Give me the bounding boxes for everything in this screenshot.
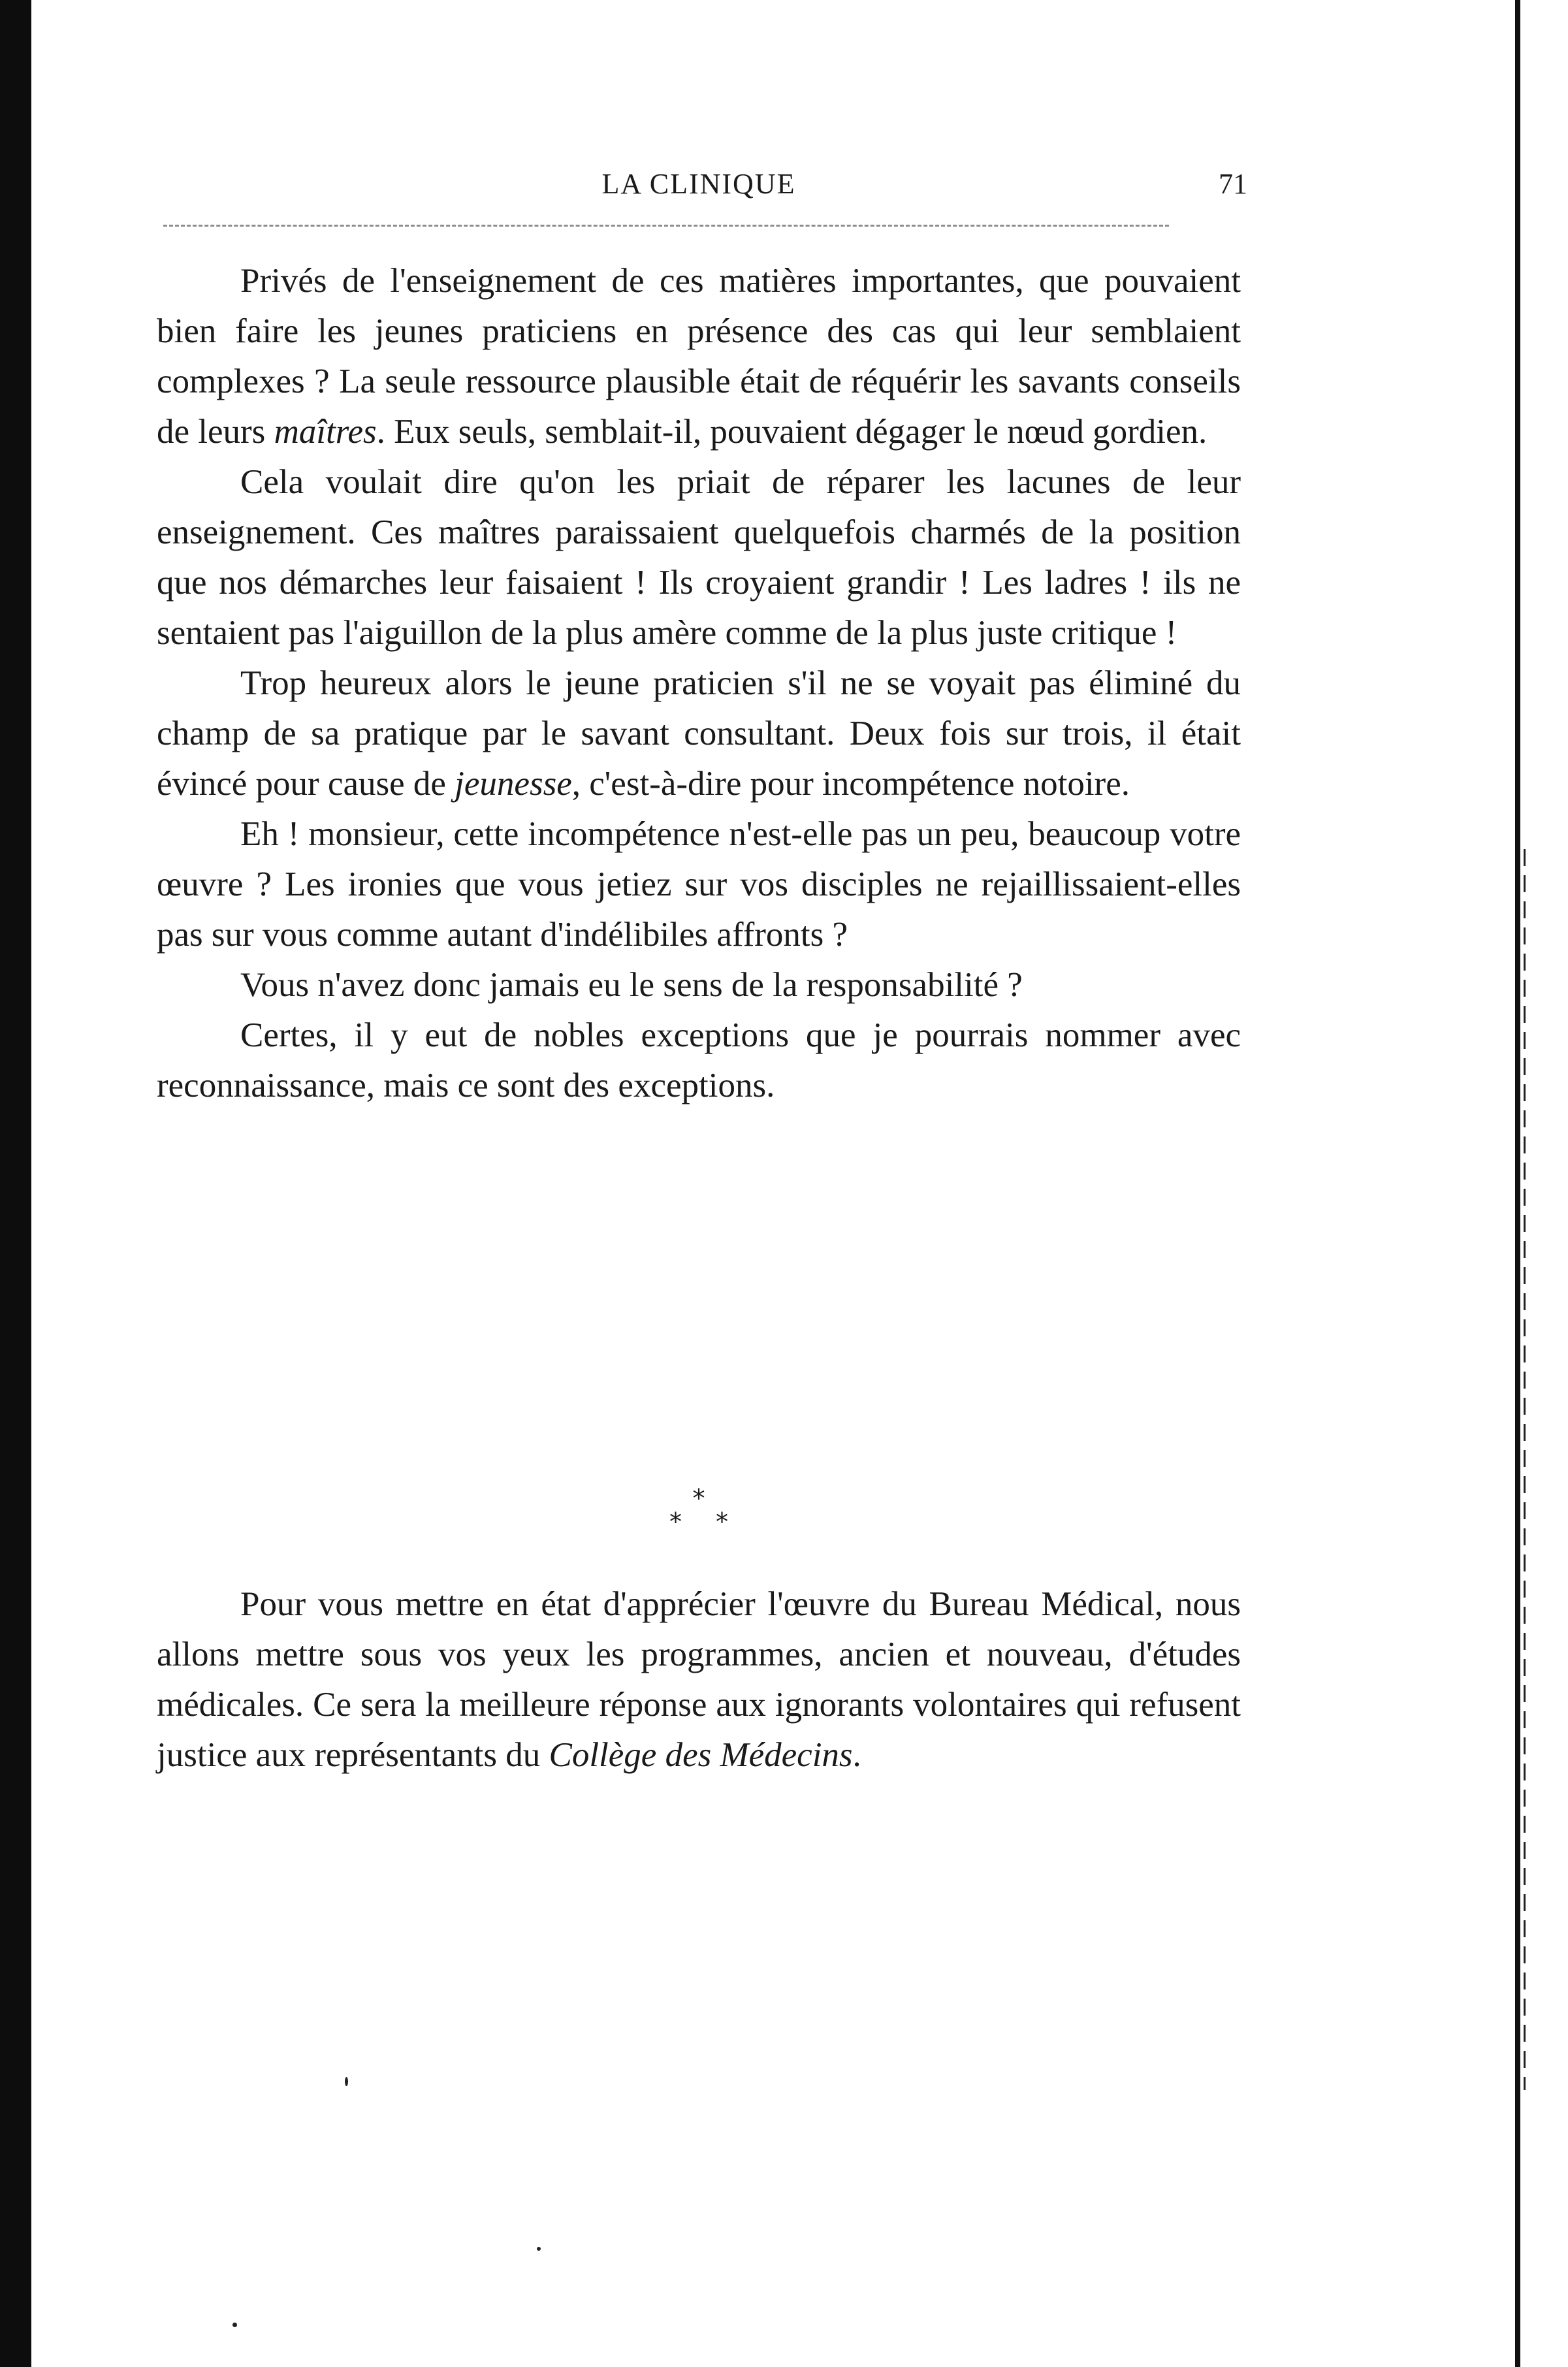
- paragraph-6: Certes, il y eut de nobles exceptions que je pourrais nommer avec reconnaissance, mais ce sont des exceptions.: [157, 1016, 1241, 1104]
- section-separator: [157, 1484, 1241, 1539]
- paragraph-4: Eh ! monsieur, cette incompétence n'est-elle pas un peu, beaucoup votre œuvre ? Les ironies que vous jetiez sur vos disciples ne rejaillissaient-elles pas sur vous comme autant d'indélibiles affronts ?: [157, 815, 1241, 954]
- paragraph-1-italic: maîtres: [274, 413, 377, 451]
- scan-speck: [232, 2323, 237, 2327]
- main-text: [157, 256, 1241, 1111]
- paragraph-7-italic: Collège des Médecins: [549, 1736, 853, 1774]
- paragraph-3-italic: jeunesse: [455, 765, 572, 803]
- paragraph-3-text: Trop heureux alors le jeune praticien s'il ne se voyait pas éliminé du champ de sa pratique par le savant consultant. Deux fois sur trois, il était évincé pour cause de: [157, 664, 1241, 803]
- paragraph-1-text: Privés de l'enseignement de ces matières importantes, que pouvaient bien faire les jeunes praticiens en présence des cas qui leur semblaient complexes ? La seule ressource plausible était de réquérir les savants conseils de leurs: [157, 262, 1241, 451]
- paragraph-2: Cela voulait dire qu'on les priait de réparer les lacunes de leur enseignement. Ces maîtres paraissaient quelquefois charmés de la position que nos démarches leur faisaient ! Ils croyaient grandir ! Les ladres ! ils ne sentaient pas l'aiguillon de la plus amère comme de la plus juste critique !: [157, 463, 1241, 652]
- paragraph-1: [157, 256, 1241, 457]
- scan-speck: [537, 2247, 541, 2251]
- paragraph-3: [157, 658, 1241, 809]
- paragraph-7: [157, 1579, 1241, 1780]
- scan-binding-edge: [0, 0, 31, 2367]
- scan-right-edge: [1515, 0, 1520, 2367]
- paragraph-7-text: Pour vous mettre en état d'apprécier l'œuvre du Bureau Médical, nous allons mettre sous vos yeux les programmes, ancien et nouveau, d'études médicales. Ce sera la meilleure réponse aux ignorants volontaires qui refusent justice aux représentants du: [157, 1585, 1241, 1774]
- separator-top-star: *: [692, 1484, 705, 1513]
- paragraph-1-end: . Eux seuls, semblait-il, pouvaient dégager le nœud gordien.: [376, 413, 1208, 451]
- paragraph-5: Vous n'avez donc jamais eu le sens de la responsabilité ?: [240, 966, 1023, 1004]
- header-rule: [163, 225, 1169, 227]
- running-title: LA CLINIQUE: [601, 168, 796, 200]
- main-text-2: [157, 1579, 1241, 1780]
- scan-speck: [345, 2077, 348, 2086]
- running-head: [157, 167, 1247, 209]
- scan-right-edge-dashes: [1524, 849, 1526, 2090]
- paragraph-3-end: , c'est-à-dire pour incompétence notoire.: [571, 765, 1130, 803]
- page-number: 71: [1219, 168, 1247, 200]
- paragraph-7-end: .: [852, 1736, 861, 1774]
- separator-bottom-stars: * *: [669, 1507, 742, 1536]
